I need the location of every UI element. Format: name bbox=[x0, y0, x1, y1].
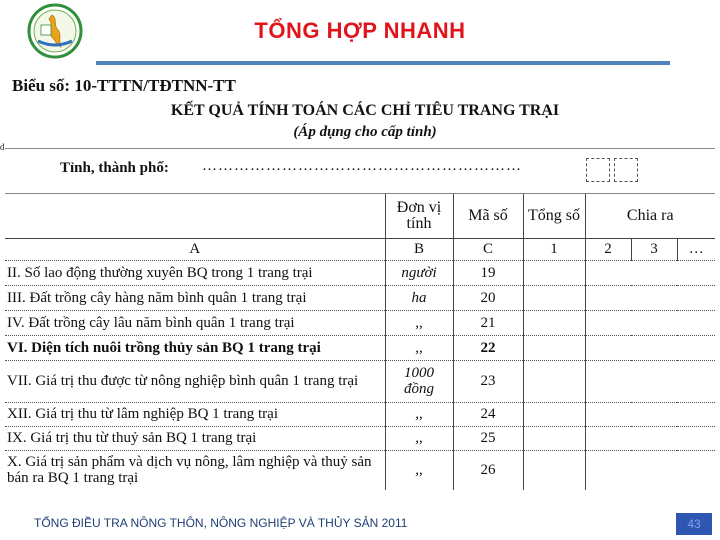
province-code-box bbox=[614, 158, 638, 182]
row-split bbox=[631, 335, 677, 360]
row-split bbox=[677, 260, 715, 285]
row-split bbox=[631, 402, 677, 426]
header-code: Mã số bbox=[453, 194, 523, 238]
table-row bbox=[5, 260, 715, 285]
row-total bbox=[523, 285, 585, 310]
index-row bbox=[5, 238, 715, 260]
row-name: XII. Giá trị thu từ lâm nghiệp BQ 1 trang trại bbox=[5, 402, 385, 426]
footer-text: TỔNG ĐIỀU TRA NÔNG THÔN, NÔNG NGHIỆP VÀ THỦY SẢN 2011 bbox=[34, 516, 408, 530]
index-cell: C bbox=[453, 238, 523, 260]
row-split bbox=[585, 260, 631, 285]
row-name: II. Số lao động thường xuyên BQ trong 1 trang trại bbox=[5, 260, 385, 285]
row-split bbox=[585, 335, 631, 360]
row-split bbox=[585, 450, 631, 490]
table-row bbox=[5, 426, 715, 450]
row-unit: ,, bbox=[385, 402, 453, 426]
slide-title: TỔNG HỢP NHANH bbox=[254, 18, 466, 43]
row-code: 22 bbox=[453, 335, 523, 360]
row-total bbox=[523, 335, 585, 360]
index-cell: 1 bbox=[523, 238, 585, 260]
table-row bbox=[5, 360, 715, 402]
row-split bbox=[585, 310, 631, 335]
row-code: 19 bbox=[453, 260, 523, 285]
row-name: IX. Giá trị thu từ thuỷ sản BQ 1 trang trại bbox=[5, 426, 385, 450]
row-name: IV. Đất trồng cây lâu năm bình quân 1 trang trại bbox=[5, 310, 385, 335]
row-split bbox=[631, 360, 677, 402]
table-row bbox=[5, 402, 715, 426]
row-total bbox=[523, 260, 585, 285]
title-underline bbox=[96, 61, 670, 65]
page-number: 43 bbox=[676, 513, 712, 535]
index-cell: … bbox=[677, 238, 715, 260]
header-total: Tổng số bbox=[523, 194, 585, 238]
row-code: 24 bbox=[453, 402, 523, 426]
margin-mark: d bbox=[0, 142, 5, 152]
row-total bbox=[523, 310, 585, 335]
row-unit: ,, bbox=[385, 450, 453, 490]
index-cell: 3 bbox=[631, 238, 677, 260]
row-code: 25 bbox=[453, 426, 523, 450]
row-name: III. Đất trồng cây hàng năm bình quân 1 trang trại bbox=[5, 285, 385, 310]
table-row bbox=[5, 335, 715, 360]
province-code-box bbox=[586, 158, 610, 182]
row-code: 26 bbox=[453, 450, 523, 490]
row-code: 20 bbox=[453, 285, 523, 310]
row-split bbox=[677, 450, 715, 490]
row-total bbox=[523, 360, 585, 402]
row-name: VI. Diện tích nuôi trồng thủy sản BQ 1 trang trại bbox=[5, 335, 385, 360]
row-split bbox=[677, 335, 715, 360]
row-split bbox=[631, 260, 677, 285]
table-row bbox=[5, 285, 715, 310]
row-split bbox=[631, 310, 677, 335]
form-code: Biểu số: 10-TTTN/TĐTNN-TT bbox=[12, 76, 236, 95]
row-split bbox=[631, 426, 677, 450]
row-name: X. Giá trị sản phẩm và dịch vụ nông, lâm nghiệp và thuỷ sản bán ra BQ 1 trang trại bbox=[5, 450, 385, 490]
row-total bbox=[523, 426, 585, 450]
report-table bbox=[5, 194, 715, 490]
row-unit: ,, bbox=[385, 335, 453, 360]
row-split bbox=[677, 285, 715, 310]
table-row bbox=[5, 310, 715, 335]
row-split bbox=[631, 450, 677, 490]
row-code: 23 bbox=[453, 360, 523, 402]
row-split bbox=[677, 360, 715, 402]
province-field: …………………………………………………… bbox=[202, 158, 522, 174]
row-unit: ,, bbox=[385, 426, 453, 450]
report-subtitle: (Áp dụng cho cấp tỉnh) bbox=[293, 124, 437, 140]
row-unit: 1000 đồng bbox=[385, 360, 453, 402]
row-unit: người bbox=[385, 260, 453, 285]
row-split bbox=[677, 402, 715, 426]
row-split bbox=[585, 285, 631, 310]
index-cell: 2 bbox=[585, 238, 631, 260]
header-breakdown: Chia ra bbox=[585, 194, 715, 238]
province-label: Tỉnh, thành phố: bbox=[60, 160, 169, 176]
table-row bbox=[5, 450, 715, 490]
row-split bbox=[585, 360, 631, 402]
index-cell: B bbox=[385, 238, 453, 260]
header-row bbox=[5, 194, 715, 238]
row-total bbox=[523, 450, 585, 490]
row-code: 21 bbox=[453, 310, 523, 335]
header-unit: Đơn vị tính bbox=[385, 194, 453, 238]
row-split bbox=[631, 285, 677, 310]
header-name bbox=[5, 194, 385, 238]
row-split bbox=[585, 426, 631, 450]
row-unit: ,, bbox=[385, 310, 453, 335]
row-split bbox=[677, 426, 715, 450]
row-unit: ha bbox=[385, 285, 453, 310]
row-split bbox=[585, 402, 631, 426]
report-title: KẾT QUẢ TÍNH TOÁN CÁC CHỈ TIÊU TRANG TRẠI bbox=[170, 102, 560, 119]
row-name: VII. Giá trị thu được từ nông nghiệp bình quân 1 trang trại bbox=[5, 360, 385, 402]
row-total bbox=[523, 402, 585, 426]
index-cell: A bbox=[5, 238, 385, 260]
row-split bbox=[677, 310, 715, 335]
